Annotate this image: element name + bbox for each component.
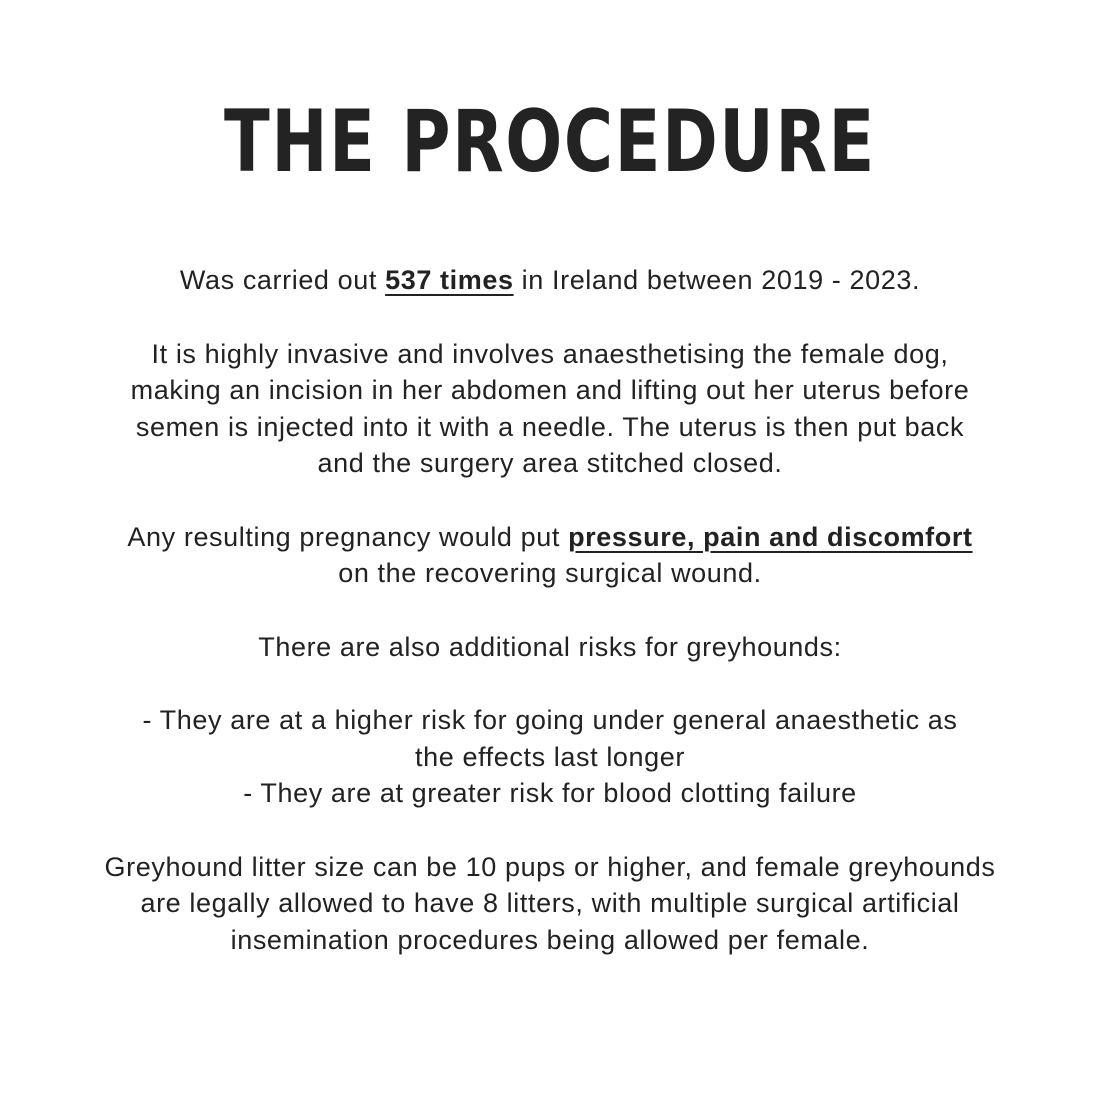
paragraph-pregnancy-pressure xyxy=(30,519,1070,592)
line xyxy=(30,519,1070,556)
line: insemination procedures being allowed per female. xyxy=(230,924,870,955)
line: Greyhound litter size can be 10 pups or higher, and female greyhounds xyxy=(104,851,996,882)
paragraph-risk-list xyxy=(30,702,1070,812)
text-segment: Was carried out xyxy=(179,265,386,295)
risk-item-line: - They are at a higher risk for going under general anaesthetic as xyxy=(142,705,958,735)
paragraph-additional-risks-intro xyxy=(30,629,1070,666)
highlight-pressure-pain-discomfort: pressure, pain and discomfort xyxy=(568,521,973,552)
paragraph-litter-size xyxy=(30,849,1070,959)
line: making an incision in her abdomen and lifting out her uterus before xyxy=(130,375,970,405)
line: are legally allowed to have 8 litters, with multiple surgical artificial xyxy=(140,888,960,918)
highlight-537-times: 537 times xyxy=(385,265,514,295)
page-title: THE PROCEDURE xyxy=(224,92,876,192)
paragraph-times-carried-out xyxy=(30,262,1070,299)
line xyxy=(30,262,1070,299)
risk-item-line: the effects last longer xyxy=(415,741,685,772)
text-segment: in Ireland between 2019 - 2023. xyxy=(513,265,921,295)
risk-item-line: - They are at greater risk for blood clotting failure xyxy=(243,778,857,808)
line: It is highly invasive and involves anaesthetising the female dog, xyxy=(151,338,949,369)
line: and the surgery area stitched closed. xyxy=(317,448,783,478)
line: There are also additional risks for greyhounds: xyxy=(258,631,842,662)
paragraph-procedure-description xyxy=(30,336,1070,482)
line: on the recovering surgical wound. xyxy=(338,558,762,588)
line: semen is injected into it with a needle. The uterus is then put back xyxy=(135,411,965,442)
text-segment: Any resulting pregnancy would put xyxy=(127,521,569,552)
body-text xyxy=(30,262,1070,995)
